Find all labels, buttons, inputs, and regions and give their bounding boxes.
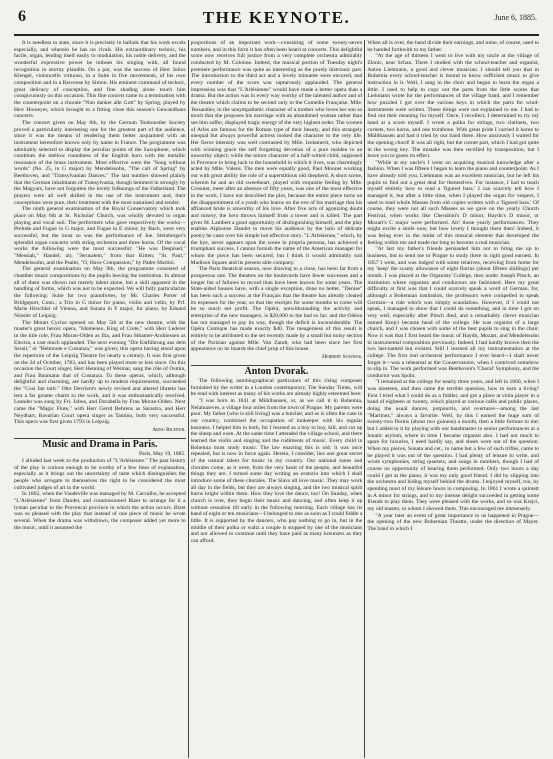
paragraph: I alluded last week to the production of "L'Arlésienne." The past history of the play is curious enough to be worthy of a few lines of explanation, especially as it brings out the uncertainty of taste which distinguishes the people who arrogate to themselves the right to be considered the most cultivated judges of art in the world. xyxy=(14,458,186,491)
masthead xyxy=(14,8,539,36)
column-rule xyxy=(188,40,189,758)
paragraph: It is needless to state, since it is precisely in ballads that his work excels especially, and wherein he has no rivals. His extraordinary technic, his facile, organ, lending itself easily to modulation, his noble delivery, and the wonderful expressive power he imbues his singing with, all found recognition in stormy plaudits. On a par, was the success of Herr Julius Klengel, violoncello virtuoso, in a Suite in five movements, of his own composition and in a Berceuse by Simon. His eminent command of technic, great delicacy of conception, and fine shading alone touch him conspicuously on this occasion. This fine concert came to a termination with the counterpoint on a chorale "Nun danket alle Gott" by Spring, played by Herr Homeyer, which brought to a fitting close this season's Gewandhaus concerts. xyxy=(14,40,186,120)
paragraph: "I was born in 1841 at Mühlhausen, or, as we call it in Bohemia, Nelahozeves, a village four miles from the town of Prague. My parents were poor. My father (who is still living) was a butcher, and as is often the case in our country, combined the occupation of innkeeper with his regular business. I helped him in both, for I learned as a boy to buy, kill, and cut up the sheep and oxen. At the same time I attended the village school, and there learned the violin and singing and the rudiments of music. Every child in Bohemia must study music. The law enacting this is old; it was once repealed, but is now in force again. Herein, I consider, lies one great secret of the natural talent for music in my country. Our national tunes and chorales come, as it were, from the very heart of the people, and beautiful things they are. I turned some day writing an oratorio into which I shall introduce some of these chorales. The Slavs all love music. They may work all day in the fields, but they are always singing, and the two musical spirit burns bright within them. How they love the dance, too! On Sunday, when church is over, they begin their music and dancing, and often keep it up without cessation till early in the following morning. Each village has its band of eight or ten musicians—I belonged to one as soon as I could fiddle a little. It is supported by the dancers, who pay nothing to go in, but in the middle of their polka or waltz a couple is stopped by one of the musicians and not allowed to continue until they have paid as many kreutzers as they can afford. xyxy=(190,398,363,544)
article-heading: Music and Drama in Paris. xyxy=(42,438,158,450)
paragraph: "I remained at the college for nearly three years, and left in 1860, when I was nineteen, and then came the terrible question, how to earn a living? First I tried what I could do as a fiddler, and got a place at viola player in a band of eighteen or twenty, which played at various cafés and public places, doing the usual dances, potpourris, and overtures—among the last "Martinez," always a favorite. Well, by this I earned the huge sum of twenty-two florins (about two guineas) a month, then a little fortune to me; but I added to it by playing with our bandmaster in senior performances at a lunatic asylum, where in time I became organist also. I had not much to spare for luxuries, I need hardly say, and shoes were out of the question. When my pieces, Sonata and cet., to name but a few of such trifles, came to be played it was out of the question. I had plenty of leisure to write, and wrote symphonies, string quartets, and songs in numbers, though I had of course no opportunity of hearing them performed. Only two hours a day could I get at the piano, it was my only good friend. I did by slipping into the orchestra and hiding myself behind the drums. I enjoyed myself, too, by spending most of my leisure hours in composing. In 1861 I wrote a quintett in A minor for strings, and to my intense delight succeeded in getting some friends to play them. They were pleased with the works, and so was Krejci, my old master, to whom I showed them. This encouraged me immensely. xyxy=(367,379,539,512)
page-number: 6 xyxy=(18,8,26,25)
paragraph: The ninth general examination of the Royal Conservatory which took place on May 6th at St. Nicholas' Church, was wholly devoted to organ playing and vocal soli. The performers who gave respectively the works—Prelude and Fugue in G major, and Fugue in E minor, by Bach, were very successful, but the most so was the performance of Joe. Steinberger's splendid organ concerto with string orchestra and three horns. Of the vocal works the following were the most successful: "He was Despised," "Messiah," Handel; air, "Jerusalem," from that Kitten; "St. Paul," Mendelssohn, and the Psalm, "O, Have Compassion," by Padre Martini. xyxy=(14,206,186,266)
dateline: Paris, May 19, 1885. xyxy=(139,451,186,458)
paragraph: The Motart Cyclus opened on May 5th at the new theatre, with the master's great heroic opera, "Idomeneo, King of Crete," with Herr Lederer in the title role, Frau Moran-Olden as Ilia, and Frau Sthamer-Andriessen as Electra, a cast much applauded. The next evening "Die Entführung aus dem Serail," or "Belmonte e Costanza," was given; this opera having stood upon the repertoire of the Leipzig Theatre for nearly a century. It was first given on the 2d of October, 1783, and has been played more or less since. On this occasion the Court singer, Herr Henning of Weimar, sang the rôle of Osmin, and Frau Baumann that of Costanza. To these operas, which, although delightful and charming, are hardly up to modern requirements, succeeded the "Cosi fan tutti." Otto Devrient's newly revised and altered libretto has lent a far greater charm to the work, and it was enthusiastically received. Leander was sung by Fri. Jobns, and Dorabella by Frau Moran-Olden. Next came the "Magic Flute," with Herr Gerrd Bebrens as Sarastro, and Herr Neydhart, Bavarian Court opera singer as Tamino, both very successful. This opera was first given 1793 in Leipzig. xyxy=(14,319,186,426)
columns xyxy=(14,40,539,758)
column-3 xyxy=(367,40,539,758)
paragraph: The Paris theatrical season, now drawing to a close, has been far from a prosperous one. The theatres on the boulevards have fewer successes and a longer list of failures to record than have been known for some years. The State-aided houses have, with a single exception, done no better. "Denise" has been such a success at the Français that the theatre has already cleared its expenses for the year, so that the receipts for some months to come will be so much net profit. The Opéra, notwithstanding the activity and enterprise of the new managers, is $20,000 to the bad so far; and the Odéon has not managed to pay its way, though the deficit is inconsiderable. The Opéra Comique has made exactly $40. The meagerness of this result is entirely to be attributed to the set recently made by a small but noisy section of the Parisian against Mlle. Van Zandt, who had been since her first appearance on its boards the chief prop of this house. xyxy=(190,266,363,353)
paragraph: The following autobiographical particulars of this rising composer furnished by the writer to a London contemporary, The Sunday Times, will be read with interest as many of his works are already highly esteemed here: xyxy=(190,378,363,398)
leipzig-article xyxy=(14,40,186,434)
article-heading: Anton Dvorak. xyxy=(244,365,309,377)
issue-date: June 6, 1885. xyxy=(494,13,537,22)
paragraph: The general examination on May 9th, the programme consisted of chamber music compositions by the pupils leaving the institution. In almost all of them was shown not merely talent alone, but a skill apparent in the handling of forms, which was not to be expected. We will fully particularize the following: Suite for two pianofortes, by Mr. Charles Porter of Bridgeport, Conn.; a Trio in G minor for piano, violin and 'cello, by Prf. Marie Hirschler of Vienna, and Sonata in F major, for piano, by Eduard Nössler of Leipzig. xyxy=(14,266,186,319)
paragraph: "At the age of thirteen I went to live with my uncle at the village of Zlonic, near Schan. There I studied with the school-teacher and organist, Anton Liehmann, a good and clever musician. I should tell you that in Bohemia every school-teacher is bound to know sufficient music to give instruction in it. Well, I sang in the choir and began to learn the organ a little. I used to help to copy out the parts from the little scores that Liehmann wrote for the performances of the village band, and I remember how puzzled I got over the various keys in which the parts for wind-instruments were written. These things were not explained to me. I had to find out their meaning for myself. Once, I recollect, I determined to try my hand at a score myself. I wrote a polka for strings, two clarinets, two cornets, two horns, and one trombone. With great pride I carried it home to Mühlhausen and had it tried by our band there. How anxiously I waited for the opening chord! It was all right, but the cornet part, which I had got quite in the wrong key. The mistake was then rectified by transposition, but I leave you to guess its effect. xyxy=(367,53,539,160)
author-signature: Arno Richter. xyxy=(152,427,186,434)
column-1 xyxy=(14,40,186,758)
paragraph: proportions of an important work—consisting of some twenty-seven numbers, and in this form it has often been heard at concerts. This delightful score now receives full justice from a very complete orchestra admirably conducted by M. Colonne. Indeed, the musical portion of Tuesday night's premiere performance was quite as interesting as the purely histrionic part. The introduction to the third act and a lovely minuette were encored, and every number of the score was rapturously applauded. The general impression was that "L'Arlésienne" would have made a better opera than a drama. But the action was in every way worthy of the talented author and of the theatre which claims to be second only to the Comédie Française. Mlle. Tessandier, in the unsympathetic character of a mother who loves her son so much that she proposes his marriage with an abandoned woman rather than see him suffer, displayed tragic energy of the very highest order. The women of Arles are famous for the Roman type of their beauty, and this strangely unequal but always powerful actress looked the character to the very life. Her fierce intensity was well contrasted by Mlle. Izelamerit, who depicted with winning grace the self forgetting devotion of a pure maiden to an unworthy object; while the minor character of a half-witted child, supposed in Provence to bring luck to the household in which it lives, was charmingly acted by Mlle. Valens. The men were equally good, Paul Mounet working out with great ability the role of a superstitious old shepherd. A short scene, wherein he and an old sweetheart, played with exquisite feeling by Mlle. Crosnier, meet after an absence of fifty years, was one of the most effective in the work. I have not described the plot, because the entire piece turns on the disappointment of a youth who learns on the eve of his marriage that his affianced bride is unworthy of his love. After five acts of agonizing doubt and misery, the hero throws himself from a tower and is killed. The part gives M. Lambert a good opportunity of distinguishing himself, and the play enables Alphonse Daudet to move his audience by the halo of delicate poetry he casts over his simple but effective story. "L'Arlésienne," which, by the bye, never appears upon the scene in propria persona, has achieved a triumphant success. I cannot furnish the name of the American manager for whom the piece has been secured, but I think it would admirably suit Madison Square and its present able company. xyxy=(190,40,363,266)
column-2 xyxy=(191,40,363,758)
author-signature: Herbert Stavros. xyxy=(322,353,363,360)
paragraph: "A year later an event of great importance to us happened in Prague—the opening of the new Bohemian Theatre, under the direction of Mayer. The band in which I xyxy=(367,512,539,532)
paragraph: When all is over, the band divide their earnings, and mine, of course, used to be handed forthwith to my father. xyxy=(367,40,539,53)
paragraph: The concert given on May 8th, by the German Tonkunstler Society proved a particularly interesting one for the greatest part of the audience, since it was the means of rendering them better acquainted with an instrument heretofore known only by name in France. The programme was admirably selected to display the peculiar points of the Saxophone, which combines the mellow roundness of the English horn with the metallic resonance of the brass instrument. Most effective were the "Song without words" (No. 25, in G major) by Mendelssohn, "The call of Spring" by Beethoven, and "Transylvanian Dances." The last number showed plainly that the German inhabitants of Transylvania, though hemmed in strongly by the Magyars, have not forgotten the lovely folksongs of the Fatherland. The players were all well skilled in the use of the instrument and, their conceptions were pure, their treatment with the most sustained and tender. xyxy=(14,119,186,206)
column-rule xyxy=(364,40,365,758)
newspaper-title: THE KEYNOTE. xyxy=(202,8,351,27)
paragraph: In 1862, when the Vaudeville was managed by M. Carvalho, he accepted "L'Arlésienne" from Daudet, and commissioned Bizet to arrange for it a lyman peculiar to the Provencal province in which the action occurs. Bizet was so pleased with the play that instead of one piece of music he wrote several. When the drama was withdrawn, the composer added yet more to the music, until it assumed the xyxy=(14,491,186,531)
paragraph: "While at my uncle's I went on acquiring musical knowledge after a fashion. When I was fifteen I began to learn the piano and counterpoint. As I have already told you, Liehmann was an excellent musician, but he left his pupils to find out a great deal for themselves. For instance, I had to teach myself entirely how to read a 'figured bass.' I can scarcely tell how I managed it, but after a little time, when I played the organ for vespers, I used to read whole Masses from old copies written with a 'figured bass.' Of course, they were not all such Masses as we gave on the yearly Church Festival, when works like Cherubini's D minor, Haydn's D minor, or Mozart's C major were performed. Ah! those yearly performances. They might excite a smile now, but how lovely I thought them then! Indeed, it was being ever in the midst of this musical element that developed the feeling within me and made me long to become a real musician. xyxy=(367,159,539,246)
paragraph: "At last my father's friends persuaded him not to bring me up to business, but to send me to Prague to study there in right good earnest. In 1857 I went, and was lodged with some relatives, receiving from home for my 'keep' the scanty allowance of eight florins (about fifteen shillings) per month. I was placed at the Organists' College, then under Joseph Pitsch, an institution where organists and conductors are fashioned. Here my great difficulty at first was that I could scarcely speak a word of German, for, although a Bohemian institution, the professors were compelled to speak German—a rule which was simply scandalous. However, if I could not speak, I managed to show that I could do something, and in time I got on very well, especially after Pitsch died, and a remarkably clever musician named Krejci became head of the college. He was organist of a large church, and I was chosen with some of the best pupils to sing in the choir. Now it was that I first heard the music of Haydn, Mozart, and Mendelssohn in instrumental composition previously. Indeed, I had hardly known then the two last-named but existed. Still I learned all my instrumentation at the college. The first real orchestral performance I ever heard—I shall never forget it—was a rehearsal at the Conservatoire, when I contrived somehow to slip in. The work performed was Beethoven's 'Choral' Symphony, and the conductor was Spohr. xyxy=(367,246,539,379)
